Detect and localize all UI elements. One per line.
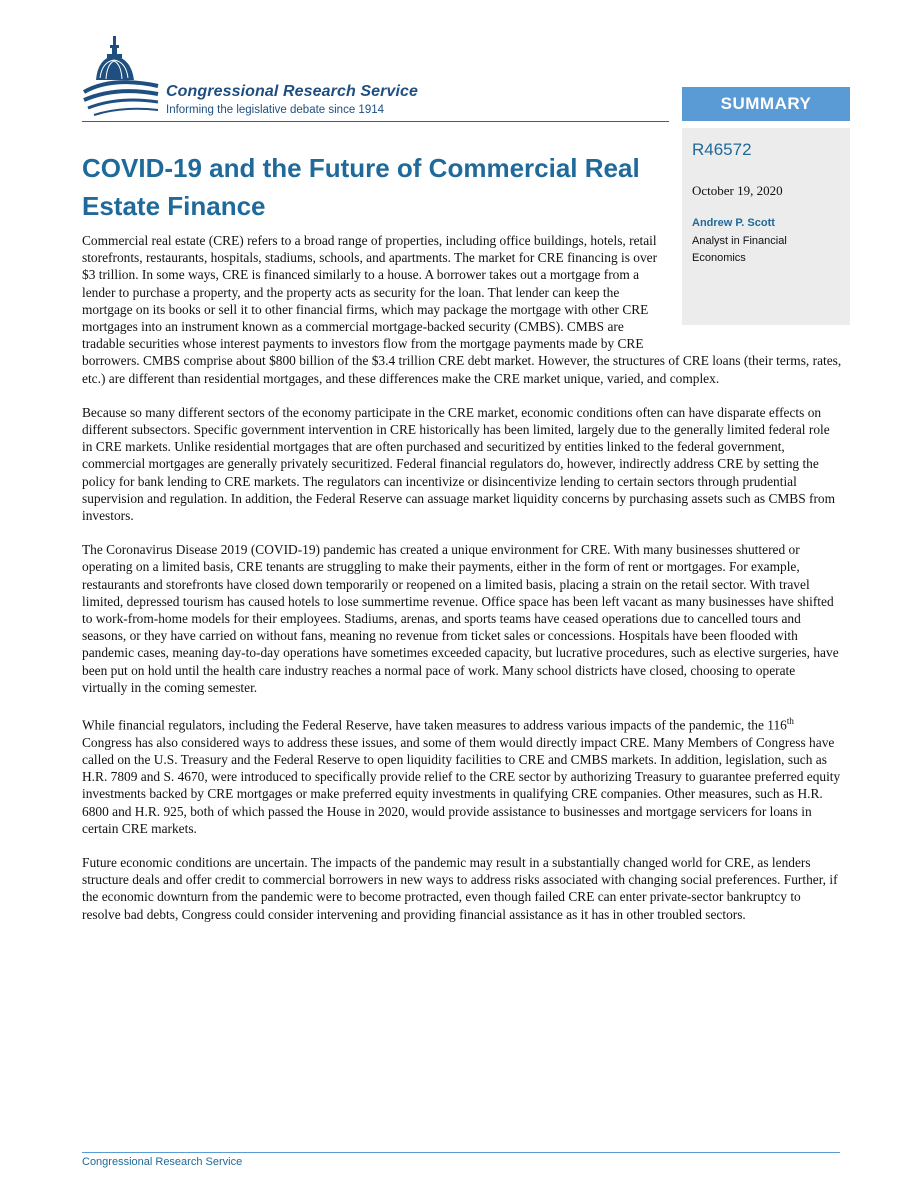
paragraph-4-text-end: Congress has also considered ways to address these issues, and some of them would directly impact CRE. Many Members of Congress have called on the U.S. Treasury and the Federal Reserve to open liquidity facilities to CRE and CMBS markets. In addition, legislation, such as H.R. 7809 and S. 4670, were introduced to specifically provide relief to the CRE sector by authorizing Treasury to guarantee preferred equity investments backed by CRE mortgages or make preferred equity investments in qualifying CRE companies. Other measures, such as H.R. 6800 and H.R. 925, both of which passed the House in 2020, would provide assistance to businesses and mortgage servicers for loans in certain CRE markets. (82, 734, 841, 836)
paragraph-2: Because so many different sectors of the economy participate in the CRE market, economic conditions often can have disparate effects on different subsectors. Specific government intervention in CRE historically has been limited, largely due to the generally limited federal role in CRE markets. Unlike residential mortgages that are often purchased and securitized by entities linked to the federal government, commercial mortgages are generally privately securitized. Federal financial regulators do, however, indirectly address CRE by setting the policy for bank lending to CRE markets. The regulators can incentivize or disincentivize lending to certain sectors through prudential supervision and regulation. In addition, the Federal Reserve can assuage market liquidity concerns by purchasing assets such as CMBS from investors. (82, 404, 836, 524)
report-body (82, 232, 842, 940)
paragraph-4 (82, 713, 842, 837)
author-title: Analyst in Financial Economics (692, 235, 787, 264)
sidebar-wrap-spacer (666, 232, 842, 340)
ordinal-suffix: th (786, 716, 794, 727)
footer-org-name: Congressional Research Service (82, 1156, 243, 1168)
logo-org-name: Congressional Research Service (166, 83, 419, 100)
footer-divider (82, 1152, 840, 1153)
report-number: R46572 (692, 140, 752, 159)
paragraph-1-text: Commercial real estate (CRE) refers to a broad range of properties, including office buildings, hotels, retail storefronts, restaurants, hospitals, stadiums, schools, and apartments. The market for CRE financing is over $3 trillion. In some ways, CRE is financed similarly to a house. A borrower takes out a mortgage from a lender to purchase a property, and the property acts as security for the loan. That lender can keep the mortgage on its books or sell it to other financial firms, which may package the mortgage with other CRE mortgages into an instrument known as a commercial mortgage-backed security (CMBS). CMBS are tradable securities whose interest payments to investors flow from the mortgage payments made by CRE borrowers. CMBS comprise about $800 billion of the $3.4 trillion CRE debt market. However, the structures of CRE loans (their terms, rates, etc.) are different than residential mortgages, and these differences make the CRE market unique, varied, and complex. (82, 233, 842, 386)
report-date: October 19, 2020 (692, 183, 783, 198)
page-title: COVID-19 and the Future of Commercial Real Estate Finance (82, 153, 640, 221)
paragraph-5: Future economic conditions are uncertain. The impacts of the pandemic may result in a substantially changed world for CRE, as lenders structure deals and offer credit to commercial borrowers in new ways to address risks associated with changing social preferences. Further, if the economic downturn from the pandemic were to become protracted, even though failed CRE can enter private-sector bankruptcy to resolve bad debts, Congress could consider intervening and providing financial assistance as it has in other troubled sectors. (82, 854, 838, 922)
logo-tagline: Informing the legislative debate since 1914 (166, 104, 385, 116)
paragraph-4-text-start: While financial regulators, including the Federal Reserve, have taken measures to address various impacts of the pandemic, the 116 (82, 717, 787, 733)
capitol-dome-icon (82, 34, 162, 122)
paragraph-1 (82, 232, 842, 387)
header-divider (82, 121, 669, 122)
crs-logo (82, 34, 482, 124)
summary-heading: SUMMARY (682, 87, 850, 121)
paragraph-3: The Coronavirus Disease 2019 (COVID-19) pandemic has created a unique environment for CRE. With many businesses shuttered or operating on a limited basis, CRE tenants are struggling to make their payments, either in the form of rent or mortgages. For example, restaurants and storefronts have closed down temporarily or reopened on a limited basis, placing a strain on the retail sector. With travel limited, depressed tourism has caused hotels to lose summertime revenue. Office space has been left vacant as many businesses have shifted to work-from-home models for their employees. Stadiums, arenas, and sports teams have ceased operations due to cancelled tours and seasons, or they have carried on without fans, meaning no revenue from ticket sales or concessions. Hospitals have been flooded with pandemic cases, meaning day-to-day operations have sometimes exceeded capacity, but lucrative procedures, such as elective surgeries, have been put on hold until the health care industry reaches a normal pace of work. Many school districts have closed, choosing to operate virtually in the coming semester. (82, 542, 839, 695)
author-name: Andrew P. Scott (692, 217, 775, 229)
